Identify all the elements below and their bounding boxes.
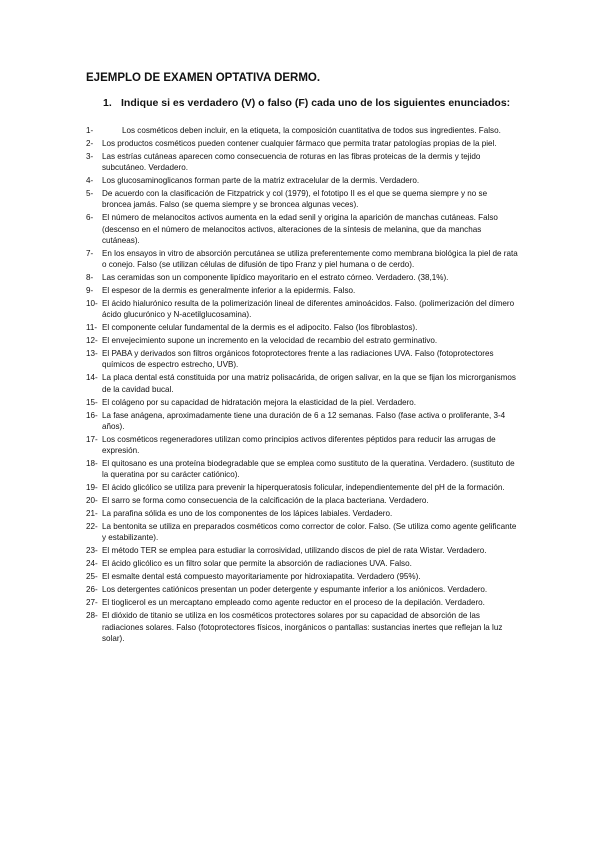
list-item [86,410,518,432]
statement-list [86,125,518,646]
item-text: Los glucosaminoglicanos forman parte de la matriz extracelular de la dermis. Verdadero. [102,176,420,186]
item-text: Las ceramidas son un componente lipídico mayoritario en el estrato córneo. Verdadero. (38,1%). [102,273,449,283]
item-text: El colágeno por su capacidad de hidratación mejora la elasticidad de la piel. Verdadero. [102,397,417,407]
item-text: Los productos cosméticos pueden contener cualquier fármaco que permita tratar patologías propias de la piel. [102,139,497,148]
item-text: El componente celular fundamental de la dermis es el adipocito. Falso (los fibroblastos). [102,323,418,333]
list-item [86,397,518,408]
item-number: 26- [86,585,98,595]
item-text: Los cosméticos regeneradores utilizan como principios activos diferentes péptidos para reducir las arrugas de expresión. [102,434,496,456]
question-number: 1. [103,97,112,109]
item-number: 8- [86,273,94,283]
list-item [86,372,518,394]
item-number: 25- [86,572,98,582]
list-item [86,458,518,480]
item-number: 21- [86,509,98,519]
list-item [86,508,518,519]
list-item [86,322,518,333]
item-text: El esmalte dental está compuesto mayoritariamente por hidroxiapatita. Verdadero (95%). [102,572,421,582]
item-number: 19- [86,483,98,493]
item-number: 22- [86,522,98,532]
list-item [86,335,518,346]
item-text: El envejecimiento supone un incremento en la velocidad de recambio del estrato germinativo. [102,336,438,346]
item-text: En los ensayos in vitro de absorción percutánea se utiliza preferentemente como membrana biológica la piel de rata o conejo. Falso (se utilizan células de difusión de tipo Franz y piel humana o de cerdo). [102,248,518,270]
list-item [86,571,518,582]
item-text: El número de melanocitos activos aumenta en la edad senil y origina la aparición de manchas cutáneas. Falso (descenso en el número de melanocitos activos, alteraciones de la síntesis de melanina, que da manchas cutáneas). [102,213,498,245]
item-number: 24- [86,559,98,569]
item-text: El espesor de la dermis es generalmente inferior a la epidermis. Falso. [102,286,356,296]
item-number: 11- [86,323,98,333]
item-number: 27- [86,598,98,608]
item-number: 10- [86,299,98,309]
item-number: 6- [86,213,94,223]
item-text: Las estrías cutáneas aparecen como consecuencia de roturas en las fibras proteicas de la dermis y tejido subcutáneo. Verdadero. [102,152,481,173]
question-text: Indique si es verdadero (V) o falso (F) cada uno de los siguientes enunciados: [121,97,511,109]
list-item [86,125,518,136]
item-text: El dióxido de titanio se utiliza en los cosméticos protectores solares por su capacidad de absorción de las radiaciones solares. Falso (fotoprotectores físicos, inorgánicos o pantallas: sustancias inertes que reflejan la luz solar). [102,611,503,643]
list-item [86,285,518,296]
item-text: El quitosano es una proteína biodegradable que se emplea como sustituto de la queratina. Verdadero. (sustituto de la queratina por su carácter catiónico). [102,459,515,480]
item-text: La parafina sólida es uno de los componentes de los lápices labiales. Verdadero. [102,509,393,519]
item-number: 20- [86,496,98,506]
item-number: 18- [86,459,98,469]
item-number: 5- [86,189,94,199]
list-item [86,482,518,493]
item-text: El tioglicerol es un mercaptano empleado como agente reductor en el proceso de la depilación. Verdadero. [102,598,485,608]
item-number: 16- [86,410,98,420]
list-item [86,348,518,370]
list-item [86,597,518,608]
list-item [86,272,518,283]
list-item [86,558,518,569]
item-number: 28- [86,611,98,621]
list-item [86,495,518,506]
item-text: La fase anágena, aproximadamente tiene una duración de 6 a 12 semanas. Falso (fase activa o proliferante, 3-4 años). [102,410,506,431]
list-item [86,151,518,173]
item-number: 23- [86,546,98,556]
item-number: 14- [86,373,98,383]
item-text: El método TER se emplea para estudiar la corrosividad, utilizando discos de piel de rata Wistar. Verdadero. [102,546,487,556]
question-heading [103,97,510,109]
list-item [86,298,518,320]
item-text: Los cosméticos deben incluir, en la etiqueta, la composición cuantitativa de todos sus ingredientes. Falso. [122,126,501,135]
list-item [86,175,518,186]
item-text: La bentonita se utiliza en preparados cosméticos como corrector de color. Falso. (Se utiliza como agente gelificante y estabilizante). [102,522,517,543]
item-number: 1- [86,126,94,135]
list-item [86,212,518,246]
item-number: 12- [86,336,98,346]
list-item [86,138,518,149]
document-title: EJEMPLO DE EXAMEN OPTATIVA DERMO. [86,72,321,84]
item-text: La placa dental está constituida por una matriz polisacárida, de origen salivar, en la que se fijan los microrganismos de la cavidad bucal. [102,373,516,394]
item-number: 9- [86,286,94,296]
list-item [86,584,518,595]
item-text: El PABA y derivados son filtros orgánicos fotoprotectores frente a las radiaciones UVA. Falso (fotoprotectores químicos de espectro estrecho, UVB). [102,349,494,370]
item-number: 17- [86,434,98,444]
list-item [86,434,518,456]
item-text: El ácido hialurónico resulta de la polimerización lineal de diferentes aminoácidos. Falso. (polimerización del dímero ácido glucurónico y N-acetilglucosamina). [102,299,515,320]
item-text: El ácido glicólico se utiliza para prevenir la hiperqueratosis folicular, independientemente del pH de la formación. [102,483,505,493]
list-item [86,521,518,543]
list-item [86,188,518,210]
item-text: Los detergentes catiónicos presentan un poder detergente y espumante inferior a los aniónicos. Verdadero. [102,585,488,595]
item-number: 4- [86,176,94,186]
item-number: 15- [86,397,98,407]
item-number: 13- [86,349,98,359]
item-text: El ácido glicólico es un filtro solar que permite la absorción de radiaciones UVA. Falso. [102,559,412,569]
item-text: De acuerdo con la clasificación de Fitzpatrick y col (1979), el fototipo II es el que se quema siempre y no se broncea jamás. Falso (se quema siempre y se broncea algunas veces). [102,189,488,210]
list-item [86,610,518,644]
list-item [86,545,518,556]
item-number: 3- [86,152,94,161]
item-number: 7- [86,248,94,258]
list-item [86,248,518,270]
item-text: El sarro se forma como consecuencia de la calcificación de la placa bacteriana. Verdadero. [102,496,429,506]
item-number: 2- [86,139,94,148]
